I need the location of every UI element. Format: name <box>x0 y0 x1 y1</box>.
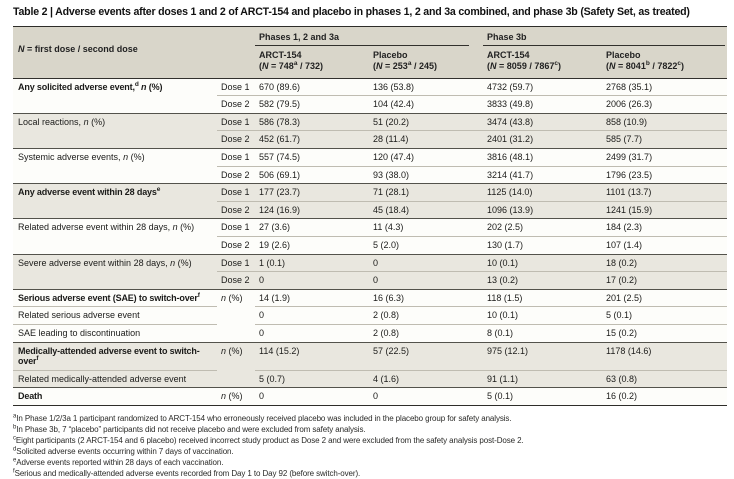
dose-label: Dose 1 <box>221 116 250 127</box>
table-header <box>13 27 727 79</box>
footnote <box>13 446 727 457</box>
footnotes <box>13 413 727 479</box>
dose-cell <box>217 236 255 254</box>
stub-header <box>13 27 255 79</box>
percent-label: (%) <box>146 81 163 92</box>
column-header <box>255 46 369 78</box>
n-symbol: n <box>172 222 178 233</box>
equals: = <box>615 61 626 72</box>
value-cell: 1 (0.1) <box>255 254 369 272</box>
value-cell: 18 (0.2) <box>602 254 727 272</box>
footnote-marker: e <box>13 457 17 464</box>
dose-cell <box>217 131 255 149</box>
footnote <box>13 457 727 468</box>
value-cell: 10 (0.1) <box>483 307 602 325</box>
percent-label: (%) <box>226 391 243 402</box>
dose-label: Dose 2 <box>221 134 250 145</box>
value-cell: 93 (38.0) <box>369 166 483 184</box>
row-label <box>13 307 217 325</box>
dose-cell <box>217 254 255 272</box>
row-label <box>13 113 217 148</box>
n-symbol: N <box>609 61 616 72</box>
dose-label: Dose 2 <box>221 239 250 250</box>
value-cell: 51 (20.2) <box>369 113 483 131</box>
row-label <box>13 254 217 289</box>
footnote-marker: c <box>677 60 681 68</box>
row-label-text: Serious adverse event (SAE) to switch-over <box>18 292 198 303</box>
n-first-dose: 8041 <box>625 61 646 72</box>
n-second-dose: 245 <box>418 61 434 72</box>
table-row <box>13 307 727 325</box>
column-header <box>602 46 727 78</box>
paren: ) <box>433 61 437 72</box>
footnote-marker: f <box>36 355 39 363</box>
value-cell: 0 <box>369 388 483 406</box>
footnote-text: Adverse events reported within 28 days of each vaccination. <box>16 458 224 468</box>
column-header <box>483 46 602 78</box>
dose-label: Dose 2 <box>221 99 250 110</box>
value-cell: 107 (1.4) <box>602 236 727 254</box>
value-cell: 452 (61.7) <box>255 131 369 149</box>
dose-label: Dose 1 <box>221 222 250 233</box>
footnote-marker: c <box>13 435 16 442</box>
row-label <box>13 219 217 254</box>
group-header-phases-1-2-3a <box>255 27 483 47</box>
value-cell: 5 (2.0) <box>369 236 483 254</box>
footnote-marker: d <box>134 80 139 88</box>
value-cell: 1101 (13.7) <box>602 184 727 202</box>
footnote <box>13 435 727 446</box>
n-symbol: n <box>221 292 227 303</box>
table-row <box>13 289 727 307</box>
dose-cell <box>217 113 255 131</box>
footnote-marker: e <box>156 186 161 194</box>
row-label-text: Systemic adverse events, <box>18 151 121 162</box>
value-cell: 3214 (41.7) <box>483 166 602 184</box>
value-cell: 586 (78.3) <box>255 113 369 131</box>
column-n-counts <box>373 61 481 72</box>
footnote-text: Eight participants (2 ARCT-154 and 6 placebo) received incorrect study product as Dose 2 and were excluded from the safety analysis post-Dose 2. <box>15 436 524 446</box>
group-header-label: Phase 3b <box>483 27 725 46</box>
dose-cell <box>217 342 255 370</box>
footnote-marker: a <box>407 60 412 68</box>
n-symbol: N <box>262 61 269 72</box>
value-cell: 3816 (48.1) <box>483 148 602 166</box>
row-label <box>13 78 217 113</box>
value-cell: 1125 (14.0) <box>483 184 602 202</box>
paren: ( <box>259 61 263 72</box>
stub-header-text: = first dose / second dose <box>24 44 138 55</box>
value-cell: 0 <box>369 272 483 290</box>
column-name: ARCT-154 <box>487 50 530 60</box>
column-n-counts <box>487 61 600 72</box>
value-cell: 63 (0.8) <box>602 370 727 388</box>
row-label-text: SAE leading to discontinuation <box>18 328 141 339</box>
footnote-marker: a <box>13 413 17 420</box>
value-cell: 0 <box>255 388 369 406</box>
percent-label: (%) <box>226 292 243 303</box>
value-cell: 3833 (49.8) <box>483 96 602 114</box>
footnote-marker: b <box>645 60 650 68</box>
column-n-counts <box>606 61 725 72</box>
table-row <box>13 254 727 272</box>
value-cell: 13 (0.2) <box>483 272 602 290</box>
n-symbol: N <box>376 61 383 72</box>
value-cell: 45 (18.4) <box>369 201 483 219</box>
value-cell: 5 (0.1) <box>602 307 727 325</box>
n-second-dose: 7867 <box>534 61 555 72</box>
value-cell: 14 (1.9) <box>255 289 369 307</box>
percent-label: (%) <box>175 257 192 268</box>
n-second-dose: 732 <box>304 61 320 72</box>
footnote-text: Solicited adverse events occurring within 7 days of vaccination. <box>16 447 234 457</box>
value-cell: 2499 (31.7) <box>602 148 727 166</box>
paren: ( <box>373 61 377 72</box>
group-header-row <box>13 27 727 47</box>
value-cell: 130 (1.7) <box>483 236 602 254</box>
n-symbol: n <box>170 257 176 268</box>
dose-cell <box>217 166 255 184</box>
footnote-marker: c <box>554 60 558 68</box>
equals: = <box>496 61 507 72</box>
value-cell: 202 (2.5) <box>483 219 602 237</box>
table-row <box>13 184 727 202</box>
equals: = <box>268 61 279 72</box>
footnote <box>13 468 727 479</box>
value-cell: 2768 (35.1) <box>602 78 727 96</box>
value-cell: 4 (1.6) <box>369 370 483 388</box>
footnote-text: In Phase 3b, 7 “placebo” participants did not receive placebo and were excluded from safety analysis. <box>16 425 366 435</box>
dose-cell <box>217 370 255 388</box>
n-symbol: n <box>221 391 227 402</box>
value-cell: 15 (0.2) <box>602 325 727 343</box>
table-row <box>13 370 727 388</box>
value-cell: 2006 (26.3) <box>602 96 727 114</box>
value-cell: 114 (15.2) <box>255 342 369 370</box>
dose-cell <box>217 289 255 307</box>
row-label-text: Related adverse event within 28 days, <box>18 222 171 233</box>
value-cell: 0 <box>255 272 369 290</box>
dose-label: Dose 1 <box>221 151 250 162</box>
row-label-text: Any adverse event within 28 days <box>18 187 157 198</box>
value-cell: 104 (42.4) <box>369 96 483 114</box>
value-cell: 5 (0.7) <box>255 370 369 388</box>
n-symbol: n <box>123 151 129 162</box>
row-label-text: Related serious adverse event <box>18 310 140 321</box>
column-name: ARCT-154 <box>259 50 302 60</box>
group-header-phase-3b <box>483 27 727 47</box>
value-cell: 2 (0.8) <box>369 325 483 343</box>
row-label-text: Death <box>18 391 43 402</box>
n-symbol: N <box>490 61 497 72</box>
row-label-text: Severe adverse event within 28 days, <box>18 257 168 268</box>
footnote <box>13 424 727 435</box>
value-cell: 11 (4.3) <box>369 219 483 237</box>
column-header <box>369 46 483 78</box>
value-cell: 670 (89.6) <box>255 78 369 96</box>
value-cell: 120 (47.4) <box>369 148 483 166</box>
table-row <box>13 113 727 131</box>
value-cell: 10 (0.1) <box>483 254 602 272</box>
n-first-dose: 253 <box>392 61 408 72</box>
dose-cell <box>217 96 255 114</box>
percent-label: (%) <box>128 151 145 162</box>
table-row <box>13 388 727 406</box>
value-cell: 557 (74.5) <box>255 148 369 166</box>
value-cell: 71 (28.1) <box>369 184 483 202</box>
row-label <box>13 148 217 183</box>
value-cell: 17 (0.2) <box>602 272 727 290</box>
footnote-text: Serious and medically-attended adverse events recorded from Day 1 to Day 92 (before switch-over). <box>14 469 361 479</box>
value-cell: 136 (53.8) <box>369 78 483 96</box>
dose-label: Dose 1 <box>221 81 250 92</box>
n-first-dose: 748 <box>278 61 294 72</box>
value-cell: 3474 (43.8) <box>483 113 602 131</box>
n-first-dose: 8059 <box>506 61 527 72</box>
table-row <box>13 325 727 343</box>
row-label-text: Medically-attended adverse event to switch-over <box>18 345 200 367</box>
slash: / <box>526 61 535 72</box>
row-label-text: Any solicited adverse event, <box>18 81 135 92</box>
table-row <box>13 78 727 96</box>
equals: = <box>382 61 393 72</box>
n-symbol: n <box>221 345 227 356</box>
table-row <box>13 219 727 237</box>
value-cell: 184 (2.3) <box>602 219 727 237</box>
value-cell: 27 (3.6) <box>255 219 369 237</box>
row-label-text: Related medically-attended adverse event <box>18 373 187 384</box>
value-cell: 91 (1.1) <box>483 370 602 388</box>
dose-label: Dose 1 <box>221 187 250 198</box>
value-cell: 16 (6.3) <box>369 289 483 307</box>
n-second-dose: 7822 <box>657 61 678 72</box>
table-row <box>13 342 727 370</box>
value-cell: 1096 (13.9) <box>483 201 602 219</box>
paren: ) <box>680 61 684 72</box>
value-cell: 0 <box>369 254 483 272</box>
footnote-marker: f <box>13 468 15 475</box>
footnote-marker: a <box>293 60 298 68</box>
value-cell: 1796 (23.5) <box>602 166 727 184</box>
footnote <box>13 413 727 424</box>
percent-label: (%) <box>177 222 195 233</box>
value-cell: 2 (0.8) <box>369 307 483 325</box>
table-row <box>13 148 727 166</box>
paren: ) <box>319 61 323 72</box>
row-label <box>13 342 217 370</box>
n-symbol: n <box>141 81 147 92</box>
table-title: Table 2 | Adverse events after doses 1 and 2 of ARCT-154 and placebo in phases 1, 2 and 3a combined, and phase 3b (Safety Set, as treated) <box>13 6 690 18</box>
footnote-marker: d <box>13 446 17 453</box>
paren: ( <box>606 61 610 72</box>
value-cell: 506 (69.1) <box>255 166 369 184</box>
n-symbol: n <box>83 116 89 127</box>
value-cell: 57 (22.5) <box>369 342 483 370</box>
row-label <box>13 370 217 388</box>
value-cell: 177 (23.7) <box>255 184 369 202</box>
row-label <box>13 289 217 307</box>
dose-cell <box>217 148 255 166</box>
slash: / <box>649 61 658 72</box>
slash: / <box>411 61 419 72</box>
value-cell: 28 (11.4) <box>369 131 483 149</box>
value-cell: 5 (0.1) <box>483 388 602 406</box>
dose-label: Dose 2 <box>221 275 250 286</box>
value-cell: 19 (2.6) <box>255 236 369 254</box>
value-cell: 201 (2.5) <box>602 289 727 307</box>
dose-cell <box>217 272 255 290</box>
row-label-text: Local reactions, <box>18 116 82 127</box>
value-cell: 16 (0.2) <box>602 388 727 406</box>
dose-label: Dose 2 <box>221 204 250 215</box>
value-cell: 0 <box>255 325 369 343</box>
value-cell: 118 (1.5) <box>483 289 602 307</box>
slash: / <box>297 61 305 72</box>
value-cell: 1178 (14.6) <box>602 342 727 370</box>
row-label <box>13 325 217 343</box>
value-cell: 975 (12.1) <box>483 342 602 370</box>
footnote-marker: f <box>197 291 200 299</box>
value-cell: 0 <box>255 307 369 325</box>
group-header-label: Phases 1, 2 and 3a <box>255 27 469 46</box>
column-name: Placebo <box>606 50 641 60</box>
dose-label: Dose 1 <box>221 257 250 268</box>
value-cell: 1241 (15.9) <box>602 201 727 219</box>
dose-cell <box>217 219 255 237</box>
dose-cell <box>217 307 255 325</box>
table-body <box>13 78 727 406</box>
paren: ( <box>487 61 491 72</box>
dose-label: Dose 2 <box>221 169 250 180</box>
footnote-marker: b <box>13 424 17 431</box>
dose-cell <box>217 184 255 202</box>
footnote-text: In Phase 1/2/3a 1 participant randomized to ARCT-154 who erroneously received placebo was included in the placebo group for safety analysis. <box>16 414 512 424</box>
value-cell: 2401 (31.2) <box>483 131 602 149</box>
value-cell: 858 (10.9) <box>602 113 727 131</box>
column-name: Placebo <box>373 50 408 60</box>
row-label <box>13 388 217 406</box>
row-label <box>13 184 217 219</box>
dose-cell <box>217 201 255 219</box>
value-cell: 582 (79.5) <box>255 96 369 114</box>
paren: ) <box>558 61 561 72</box>
value-cell: 585 (7.7) <box>602 131 727 149</box>
column-n-counts <box>259 61 367 72</box>
value-cell: 4732 (59.7) <box>483 78 602 96</box>
value-cell: 8 (0.1) <box>483 325 602 343</box>
percent-label: (%) <box>226 345 243 356</box>
dose-cell <box>217 388 255 406</box>
adverse-events-table <box>13 26 727 406</box>
dose-cell <box>217 78 255 96</box>
value-cell: 124 (16.9) <box>255 201 369 219</box>
percent-label: (%) <box>88 116 106 127</box>
n-symbol: N <box>18 44 25 55</box>
dose-cell <box>217 325 255 343</box>
